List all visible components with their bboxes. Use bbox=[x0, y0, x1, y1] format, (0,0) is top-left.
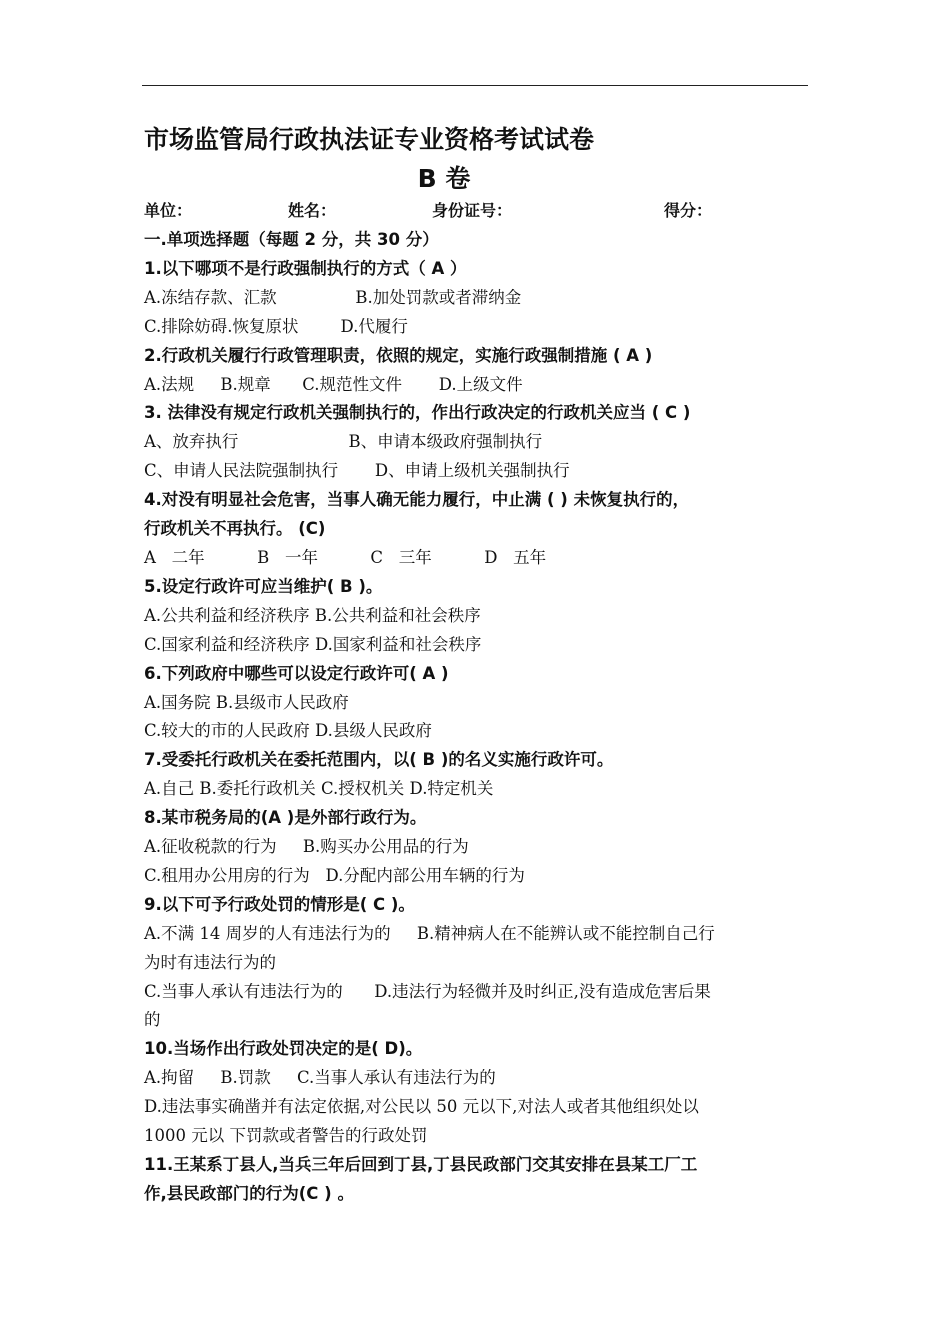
question-text: 7.受委托行政机关在委托范围内，以( B )的名义实施行政许可。 bbox=[144, 750, 614, 770]
question-text: 6.下列政府中哪些可以设定行政许可( A ) bbox=[144, 663, 449, 683]
id-field-label: 身份证号： bbox=[432, 201, 513, 220]
page-title: 市场监管局行政执法证专业资格考试试卷 bbox=[144, 125, 595, 154]
answer-options: C.较大的市的人民政府 D.县级人民政府 bbox=[144, 721, 432, 741]
question-text: 2.行政机关履行行政管理职责，依照的规定，实施行政强制措施 ( A ) bbox=[144, 345, 653, 365]
answer-options: A.公共利益和经济秩序 B.公共利益和社会秩序 bbox=[144, 605, 481, 625]
answer-options: A.不满 14 周岁的人有违法行为的 B.精神病人在不能辨认或不能控制自己行 bbox=[144, 923, 715, 943]
question-item bbox=[144, 1035, 804, 1151]
question-item bbox=[144, 804, 804, 891]
score-field-label: 得分： bbox=[664, 201, 713, 220]
question-item bbox=[144, 746, 804, 804]
question-list bbox=[144, 255, 804, 1209]
answer-options: A.法规 B.规章 C.规范性文件 D.上级文件 bbox=[144, 374, 523, 394]
answer-options: A 二年 B 一年 C 三年 D 五年 bbox=[144, 547, 547, 567]
page-subtitle: B 卷 bbox=[417, 164, 471, 193]
answer-options: C.租用办公用房的行为 D.分配内部公用车辆的行为 bbox=[144, 865, 525, 885]
exam-paper bbox=[144, 118, 804, 1209]
answer-options: A.征收税款的行为 B.购买办公用品的行为 bbox=[144, 837, 469, 857]
answer-options: A.自己 B.委托行政机关 C.授权机关 D.特定机关 bbox=[144, 779, 494, 799]
question-text: 4.对没有明显社会危害，当事人确无能力履行，中止满 ( ) 未恢复执行的， bbox=[144, 490, 690, 510]
info-fields bbox=[144, 196, 804, 226]
question-text: 9.以下可予行政处罚的情形是( C )。 bbox=[144, 894, 415, 914]
question-item bbox=[144, 399, 804, 486]
question-item bbox=[144, 660, 804, 747]
answer-options: A.拘留 B.罚款 C.当事人承认有违法行为的 bbox=[144, 1068, 496, 1088]
answer-options: 的 bbox=[144, 1010, 161, 1030]
question-item bbox=[144, 573, 804, 660]
question-text: 11.王某系丁县人,当兵三年后回到丁县,丁县民政部门交其安排在县某工厂工 bbox=[144, 1155, 698, 1174]
question-item bbox=[144, 1151, 804, 1209]
section-heading: 一.单项选择题（每题 2 分，共 30 分） bbox=[144, 230, 439, 249]
unit-field-label: 单位： bbox=[144, 201, 193, 220]
question-text: 10.当场作出行政处罚决定的是( D)。 bbox=[144, 1039, 423, 1059]
header-rule bbox=[142, 85, 808, 86]
question-item bbox=[144, 891, 804, 1036]
question-text-continued: 行政机关不再执行。 (C) bbox=[144, 519, 326, 539]
name-field-label: 姓名： bbox=[288, 201, 337, 220]
answer-options: A.国务院 B.县级市人民政府 bbox=[144, 692, 349, 712]
answer-options: A.冻结存款、汇款 B.加处罚款或者滞纳金 bbox=[144, 287, 522, 307]
answer-options: C.排除妨碍.恢复原状 D.代履行 bbox=[144, 316, 408, 336]
question-text: 8.某市税务局的(A )是外部行政行为。 bbox=[144, 808, 427, 828]
question-item bbox=[144, 255, 804, 342]
question-text: 3. 法律没有规定行政机关强制执行的，作出行政决定的行政机关应当 ( C ) bbox=[144, 403, 691, 423]
question-item bbox=[144, 486, 804, 573]
question-item bbox=[144, 342, 804, 400]
answer-options: 为时有违法行为的 bbox=[144, 952, 276, 972]
question-text-continued: 作,县民政部门的行为(C ) 。 bbox=[144, 1183, 354, 1203]
answer-options: A、放弃执行 B、申请本级政府强制执行 bbox=[144, 432, 543, 452]
answer-options: 1000 元以 下罚款或者警告的行政处罚 bbox=[144, 1126, 428, 1146]
answer-options: C.国家利益和经济秩序 D.国家利益和社会秩序 bbox=[144, 634, 482, 654]
answer-options: D.违法事实确凿并有法定依据,对公民以 50 元以下,对法人或者其他组织处以 bbox=[144, 1097, 699, 1117]
answer-options: C.当事人承认有违法行为的 D.违法行为轻微并及时纠正,没有造成危害后果 bbox=[144, 981, 711, 1001]
question-text: 5.设定行政许可应当维护( B )。 bbox=[144, 576, 383, 596]
answer-options: C、申请人民法院强制执行 D、申请上级机关强制执行 bbox=[144, 461, 570, 481]
question-text: 1.以下哪项不是行政强制执行的方式（ A ） bbox=[144, 258, 467, 278]
